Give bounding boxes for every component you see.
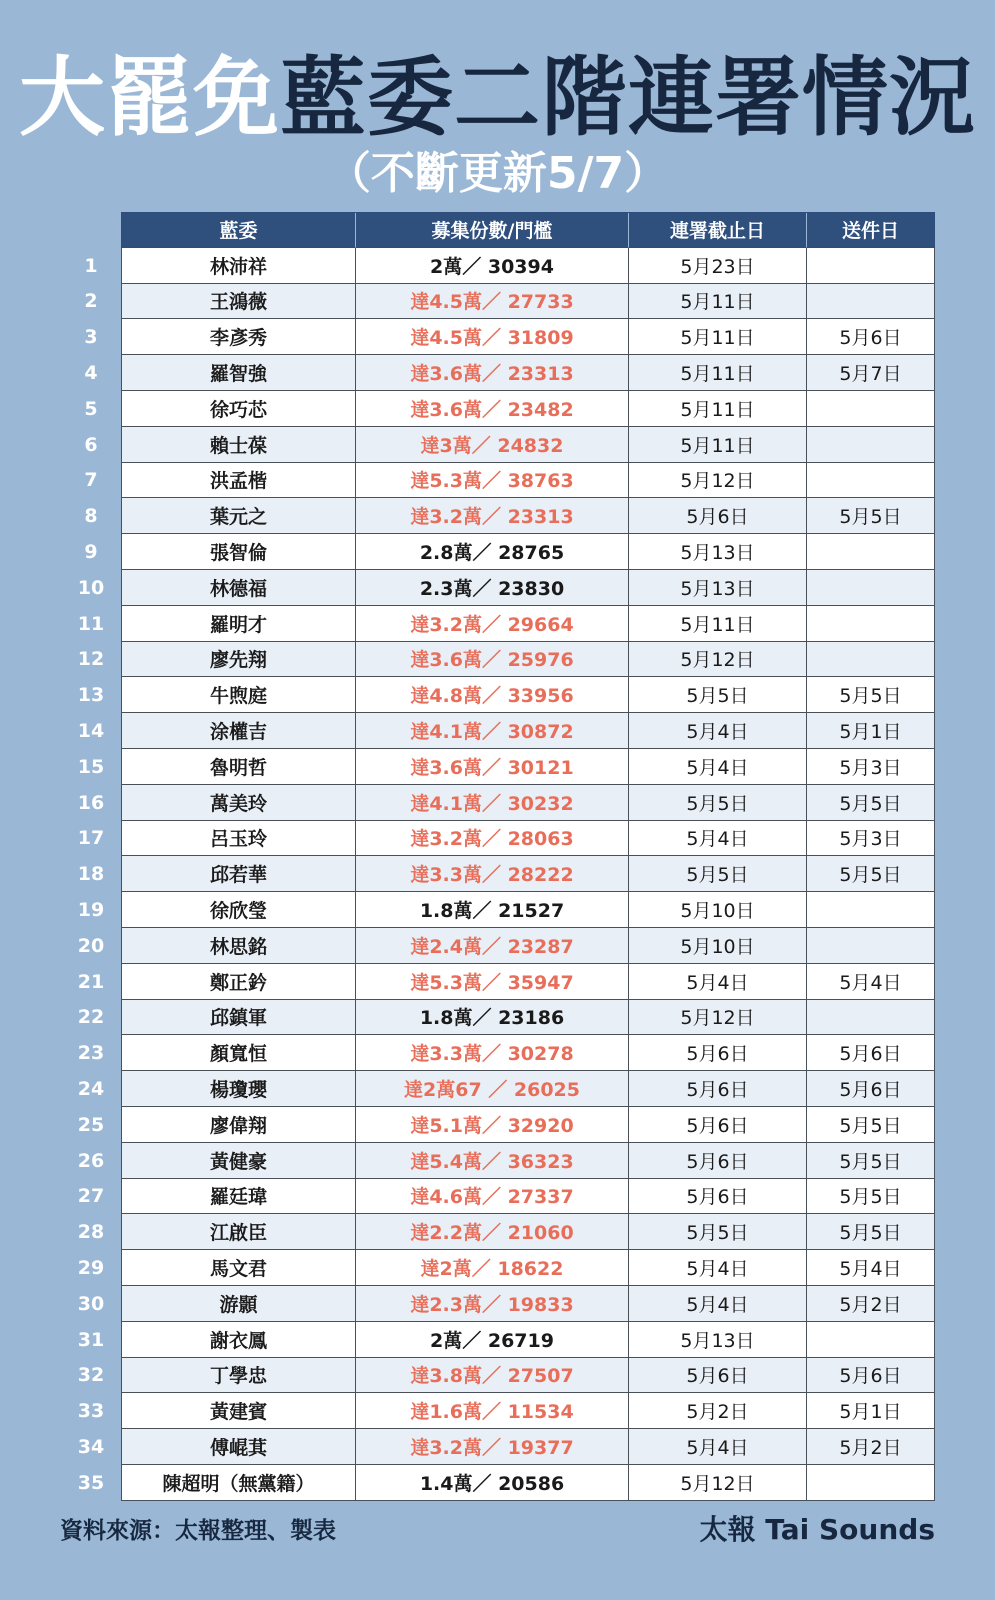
signature-count: 達3.6萬／ 30121 <box>356 749 629 785</box>
legislator-name: 顏寬恒 <box>122 1035 356 1071</box>
deadline-date: 5月5日 <box>629 785 807 821</box>
signature-count: 達2.3萬／ 19833 <box>356 1286 629 1322</box>
table-body <box>61 248 935 1501</box>
row-number: 11 <box>77 612 105 635</box>
row-number: 31 <box>77 1328 105 1351</box>
deadline-date: 5月11日 <box>629 319 807 355</box>
table-row <box>61 1286 935 1322</box>
row-number: 16 <box>77 791 105 814</box>
signature-count: 2萬／ 30394 <box>356 248 629 284</box>
deadline-date: 5月6日 <box>629 1358 807 1394</box>
row-number: 23 <box>77 1042 105 1065</box>
submitted-date <box>807 1000 935 1036</box>
table-row <box>61 892 935 928</box>
submitted-date: 5月3日 <box>807 821 935 857</box>
submitted-date: 5月2日 <box>807 1429 935 1465</box>
deadline-date: 5月4日 <box>629 1429 807 1465</box>
deadline-date: 5月12日 <box>629 1000 807 1036</box>
table-row <box>61 570 935 606</box>
submitted-date: 5月5日 <box>807 1107 935 1143</box>
signature-count: 達3.6萬／ 23313 <box>356 355 629 391</box>
submitted-date <box>807 284 935 320</box>
deadline-date: 5月12日 <box>629 642 807 678</box>
signature-count: 達4.8萬／ 33956 <box>356 677 629 713</box>
signature-count: 達3.8萬／ 27507 <box>356 1358 629 1394</box>
signature-count: 2.3萬／ 23830 <box>356 570 629 606</box>
legislator-name: 馬文君 <box>122 1250 356 1286</box>
deadline-date: 5月6日 <box>629 1143 807 1179</box>
table-row <box>61 319 935 355</box>
submitted-date <box>807 427 935 463</box>
legislator-name: 廖偉翔 <box>122 1107 356 1143</box>
signature-count: 達3.2萬／ 29664 <box>356 606 629 642</box>
row-number: 22 <box>77 1006 105 1029</box>
row-number: 13 <box>77 684 105 707</box>
table-row <box>61 284 935 320</box>
submitted-date: 5月6日 <box>807 1035 935 1071</box>
deadline-date: 5月13日 <box>629 570 807 606</box>
page-subtitle: （不斷更新5/7） <box>326 148 669 199</box>
legislator-name: 羅廷瑋 <box>122 1179 356 1215</box>
submitted-date <box>807 606 935 642</box>
legislator-name: 涂權吉 <box>122 713 356 749</box>
deadline-date: 5月11日 <box>629 284 807 320</box>
header-submitted: 送件日 <box>807 213 935 248</box>
deadline-date: 5月4日 <box>629 964 807 1000</box>
row-number: 20 <box>77 934 105 957</box>
submitted-date: 5月5日 <box>807 677 935 713</box>
row-number: 14 <box>77 720 105 743</box>
table-row <box>61 1143 935 1179</box>
legislator-name: 羅明才 <box>122 606 356 642</box>
legislator-name: 王鴻薇 <box>122 284 356 320</box>
header-number-column <box>61 212 121 248</box>
deadline-date: 5月11日 <box>629 391 807 427</box>
row-number: 35 <box>77 1471 105 1494</box>
brand-logo-text: 太報 Tai Sounds <box>699 1513 935 1546</box>
data-source: 資料來源：太報整理、製表 <box>60 1518 336 1544</box>
table-header-row <box>61 212 935 248</box>
deadline-date: 5月13日 <box>629 534 807 570</box>
row-number: 21 <box>77 970 105 993</box>
legislator-name: 楊瓊瓔 <box>122 1071 356 1107</box>
deadline-date: 5月5日 <box>629 856 807 892</box>
table-row <box>61 1465 935 1501</box>
signature-count: 達2萬67 ／ 26025 <box>356 1071 629 1107</box>
deadline-date: 5月11日 <box>629 427 807 463</box>
row-number: 10 <box>77 576 105 599</box>
table-row <box>61 964 935 1000</box>
signature-count: 2萬／ 26719 <box>356 1322 629 1358</box>
legislator-name: 謝衣鳳 <box>122 1322 356 1358</box>
table-row <box>61 856 935 892</box>
legislator-name: 游顥 <box>122 1286 356 1322</box>
legislator-name: 張智倫 <box>122 534 356 570</box>
signature-count: 2.8萬／ 28765 <box>356 534 629 570</box>
table-row <box>61 355 935 391</box>
submitted-date <box>807 892 935 928</box>
legislator-name: 徐巧芯 <box>122 391 356 427</box>
submitted-date: 5月1日 <box>807 1393 935 1429</box>
submitted-date: 5月3日 <box>807 749 935 785</box>
table-row <box>61 713 935 749</box>
signature-count: 達3.6萬／ 23482 <box>356 391 629 427</box>
row-number: 26 <box>77 1149 105 1172</box>
row-number: 12 <box>77 648 105 671</box>
row-number: 15 <box>77 755 105 778</box>
legislator-name: 江啟臣 <box>122 1214 356 1250</box>
table-row <box>61 785 935 821</box>
signature-count: 達3.3萬／ 30278 <box>356 1035 629 1071</box>
row-number: 30 <box>77 1292 105 1315</box>
row-number: 4 <box>84 362 98 385</box>
table-row <box>61 606 935 642</box>
signature-count: 達4.1萬／ 30872 <box>356 713 629 749</box>
legislator-name: 陳超明（無黨籍） <box>122 1465 356 1501</box>
deadline-date: 5月11日 <box>629 355 807 391</box>
signature-count: 達3.6萬／ 25976 <box>356 642 629 678</box>
page-title <box>0 48 995 148</box>
signature-count: 達3.2萬／ 19377 <box>356 1429 629 1465</box>
deadline-date: 5月6日 <box>629 498 807 534</box>
deadline-date: 5月6日 <box>629 1035 807 1071</box>
row-number: 24 <box>77 1078 105 1101</box>
signature-count: 達5.4萬／ 36323 <box>356 1143 629 1179</box>
table-row <box>61 463 935 499</box>
row-number: 34 <box>77 1435 105 1458</box>
deadline-date: 5月4日 <box>629 1250 807 1286</box>
legislator-name: 林沛祥 <box>122 248 356 284</box>
legislator-name: 黃健豪 <box>122 1143 356 1179</box>
row-number: 17 <box>77 827 105 850</box>
submitted-date <box>807 248 935 284</box>
table-row <box>61 534 935 570</box>
submitted-date <box>807 928 935 964</box>
title-white-part: 大罷免 <box>19 48 280 148</box>
table-row <box>61 1000 935 1036</box>
table-row <box>61 821 935 857</box>
deadline-date: 5月13日 <box>629 1322 807 1358</box>
submitted-date: 5月4日 <box>807 964 935 1000</box>
deadline-date: 5月11日 <box>629 606 807 642</box>
signature-count: 達3.2萬／ 23313 <box>356 498 629 534</box>
deadline-date: 5月4日 <box>629 1286 807 1322</box>
submitted-date: 5月7日 <box>807 355 935 391</box>
signature-count: 1.8萬／ 23186 <box>356 1000 629 1036</box>
legislator-name: 萬美玲 <box>122 785 356 821</box>
deadline-date: 5月6日 <box>629 1179 807 1215</box>
table-row <box>61 677 935 713</box>
legislator-name: 洪孟楷 <box>122 463 356 499</box>
signature-count: 達4.5萬／ 27733 <box>356 284 629 320</box>
table-row <box>61 248 935 284</box>
table-row <box>61 1035 935 1071</box>
submitted-date: 5月5日 <box>807 1214 935 1250</box>
title-dark-part: 藍委二階連署情況 <box>280 48 976 148</box>
signature-count: 達4.1萬／ 30232 <box>356 785 629 821</box>
legislator-name: 林德福 <box>122 570 356 606</box>
row-number: 1 <box>84 254 98 277</box>
submitted-date <box>807 463 935 499</box>
signature-count: 達1.6萬／ 11534 <box>356 1393 629 1429</box>
submitted-date: 5月5日 <box>807 785 935 821</box>
row-number: 6 <box>84 433 98 456</box>
deadline-date: 5月10日 <box>629 928 807 964</box>
submitted-date <box>807 534 935 570</box>
row-number: 25 <box>77 1113 105 1136</box>
row-number: 19 <box>77 899 105 922</box>
row-number: 28 <box>77 1221 105 1244</box>
row-number: 7 <box>84 469 98 492</box>
legislator-name: 邱若華 <box>122 856 356 892</box>
legislator-name: 邱鎮軍 <box>122 1000 356 1036</box>
legislator-name: 賴士葆 <box>122 427 356 463</box>
row-number: 33 <box>77 1400 105 1423</box>
legislator-name: 鄭正鈐 <box>122 964 356 1000</box>
signature-count: 達2.2萬／ 21060 <box>356 1214 629 1250</box>
submitted-date: 5月6日 <box>807 1071 935 1107</box>
signature-count: 達4.5萬／ 31809 <box>356 319 629 355</box>
legislator-name: 魯明哲 <box>122 749 356 785</box>
deadline-date: 5月4日 <box>629 821 807 857</box>
row-number: 5 <box>84 397 98 420</box>
table-row <box>61 1322 935 1358</box>
row-number: 29 <box>77 1257 105 1279</box>
table-row <box>61 1358 935 1394</box>
legislator-name: 羅智強 <box>122 355 356 391</box>
deadline-date: 5月12日 <box>629 463 807 499</box>
table-row <box>61 1107 935 1143</box>
signature-count: 達3萬／ 24832 <box>356 427 629 463</box>
deadline-date: 5月5日 <box>629 677 807 713</box>
signature-count: 1.4萬／ 20586 <box>356 1465 629 1501</box>
submitted-date: 5月5日 <box>807 1179 935 1215</box>
deadline-date: 5月10日 <box>629 892 807 928</box>
deadline-date: 5月6日 <box>629 1071 807 1107</box>
signature-table <box>61 212 935 1501</box>
deadline-date: 5月2日 <box>629 1393 807 1429</box>
deadline-date: 5月12日 <box>629 1465 807 1501</box>
header-legislator: 藍委 <box>122 213 356 248</box>
submitted-date: 5月1日 <box>807 713 935 749</box>
row-number: 2 <box>84 290 98 313</box>
table-row <box>61 1250 935 1286</box>
signature-count: 達2萬／ 18622 <box>356 1250 629 1286</box>
deadline-date: 5月23日 <box>629 248 807 284</box>
table-row <box>61 749 935 785</box>
table-row <box>61 427 935 463</box>
deadline-date: 5月4日 <box>629 749 807 785</box>
submitted-date: 5月2日 <box>807 1286 935 1322</box>
legislator-name: 林思銘 <box>122 928 356 964</box>
table-row <box>61 498 935 534</box>
row-number: 32 <box>77 1364 105 1387</box>
signature-count: 1.8萬／ 21527 <box>356 892 629 928</box>
submitted-date <box>807 642 935 678</box>
submitted-date <box>807 391 935 427</box>
table-row <box>61 1071 935 1107</box>
submitted-date: 5月5日 <box>807 1143 935 1179</box>
legislator-name: 傅崐萁 <box>122 1429 356 1465</box>
legislator-name: 廖先翔 <box>122 642 356 678</box>
table-row <box>61 642 935 678</box>
legislator-name: 徐欣瑩 <box>122 892 356 928</box>
legislator-name: 丁學忠 <box>122 1358 356 1394</box>
row-number: 9 <box>84 541 98 564</box>
legislator-name: 牛煦庭 <box>122 677 356 713</box>
signature-count: 達2.4萬／ 23287 <box>356 928 629 964</box>
signature-count: 達5.1萬／ 32920 <box>356 1107 629 1143</box>
table-row <box>61 1179 935 1215</box>
deadline-date: 5月5日 <box>629 1214 807 1250</box>
header-count-threshold: 募集份數/門檻 <box>356 213 629 248</box>
submitted-date: 5月5日 <box>807 498 935 534</box>
signature-count: 達5.3萬／ 35947 <box>356 964 629 1000</box>
submitted-date: 5月5日 <box>807 856 935 892</box>
legislator-name: 呂玉玲 <box>122 821 356 857</box>
row-number: 3 <box>84 326 98 349</box>
submitted-date <box>807 1465 935 1501</box>
row-number: 8 <box>84 505 98 528</box>
row-number: 18 <box>77 863 105 886</box>
table-row <box>61 928 935 964</box>
signature-count: 達4.6萬／ 27337 <box>356 1179 629 1215</box>
legislator-name: 黃建賓 <box>122 1393 356 1429</box>
signature-count: 達3.2萬／ 28063 <box>356 821 629 857</box>
signature-count: 達3.3萬／ 28222 <box>356 856 629 892</box>
table-row <box>61 1214 935 1250</box>
header-deadline: 連署截止日 <box>629 213 807 248</box>
deadline-date: 5月4日 <box>629 713 807 749</box>
table-row <box>61 1429 935 1465</box>
table-row <box>61 391 935 427</box>
deadline-date: 5月6日 <box>629 1107 807 1143</box>
submitted-date: 5月6日 <box>807 319 935 355</box>
signature-count: 達5.3萬／ 38763 <box>356 463 629 499</box>
table-row <box>61 1393 935 1429</box>
submitted-date: 5月4日 <box>807 1250 935 1286</box>
submitted-date <box>807 570 935 606</box>
submitted-date <box>807 1322 935 1358</box>
submitted-date: 5月6日 <box>807 1358 935 1394</box>
row-number: 27 <box>77 1185 105 1208</box>
legislator-name: 葉元之 <box>122 498 356 534</box>
legislator-name: 李彥秀 <box>122 319 356 355</box>
